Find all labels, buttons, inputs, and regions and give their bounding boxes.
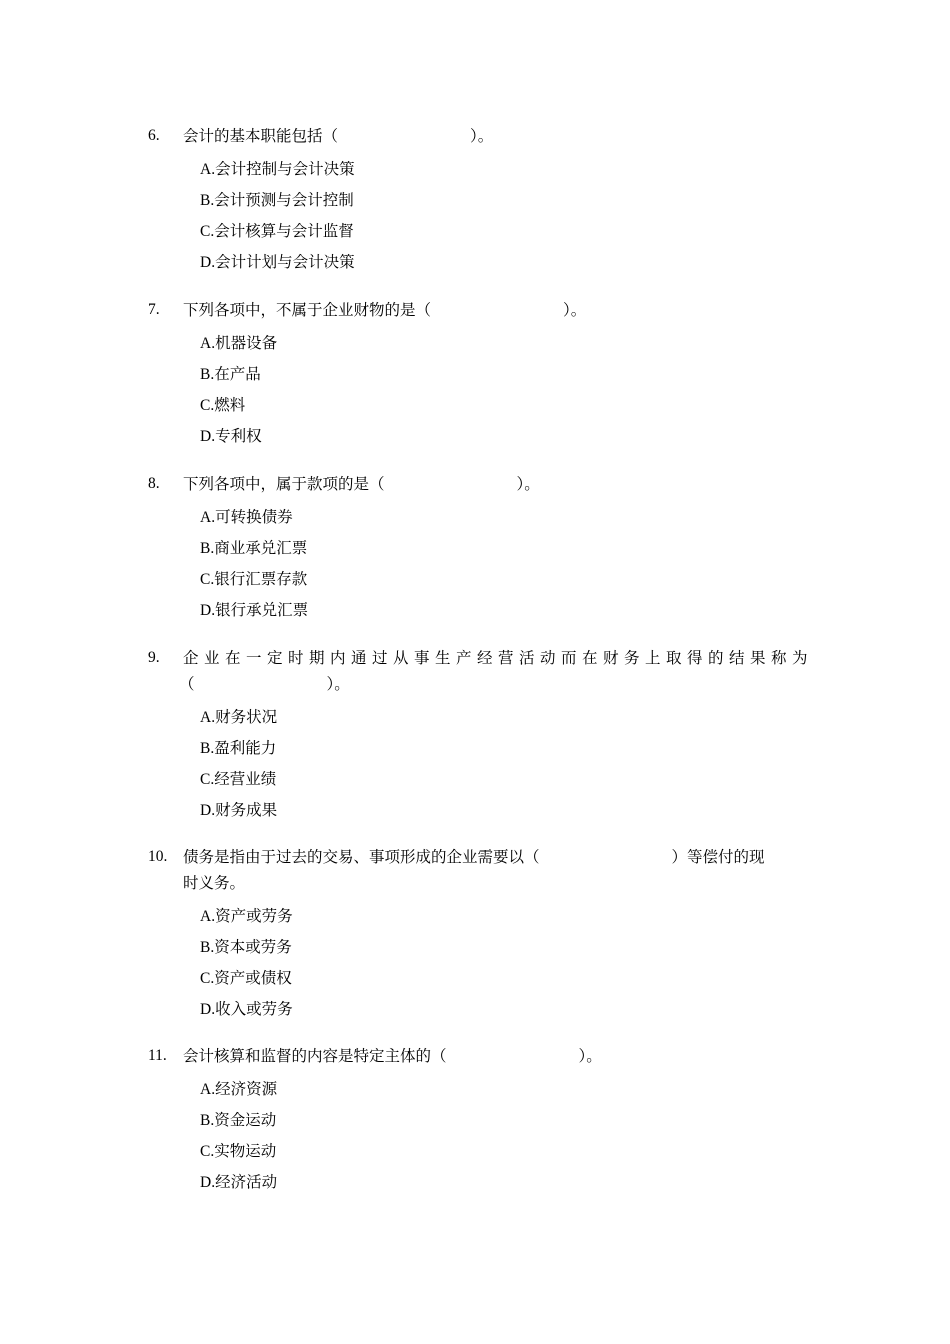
option-text: 会计计划与会计决策 (215, 253, 355, 271)
option-d (200, 421, 808, 452)
option-a (200, 502, 808, 533)
question-8 (148, 471, 808, 626)
option-letter: A. (200, 509, 216, 526)
option-letter: C. (200, 571, 215, 588)
stem-before: 会计核算和监督的内容是特定主体的（ (183, 1047, 447, 1065)
options-list (148, 901, 808, 1025)
option-a (200, 901, 808, 932)
question-10 (148, 844, 808, 1025)
question-stem (148, 297, 808, 323)
option-letter: C. (200, 223, 215, 240)
question-text (183, 297, 808, 323)
option-b (200, 185, 808, 216)
option-letter: C. (200, 1143, 215, 1160)
option-text: 会计预测与会计控制 (214, 191, 354, 209)
question-stem (148, 844, 808, 896)
option-text: 资金运动 (214, 1111, 277, 1129)
option-text: 经营业绩 (214, 770, 277, 788)
option-text: 收入或劳务 (215, 1000, 293, 1018)
option-letter: A. (200, 1081, 216, 1098)
option-text: 经济资源 (215, 1080, 278, 1098)
question-number: 9. (148, 649, 160, 666)
option-text: 盈利能力 (214, 739, 277, 757)
stem-after: ）。 (470, 127, 494, 145)
option-text: 机器设备 (215, 334, 278, 352)
option-letter: C. (200, 970, 215, 987)
option-d (200, 595, 808, 626)
option-letter: B. (200, 740, 215, 757)
option-letter: A. (200, 161, 216, 178)
option-letter: C. (200, 397, 215, 414)
stem-after: ）。 (326, 675, 350, 693)
option-b (200, 359, 808, 390)
stem-before: 下列各项中，属于款项的是（ (183, 475, 385, 493)
option-text: 商业承兑汇票 (214, 539, 308, 557)
option-text: 资产或劳务 (215, 907, 293, 925)
options-list (148, 1074, 808, 1198)
option-c (200, 564, 808, 595)
option-letter: B. (200, 366, 215, 383)
option-a (200, 154, 808, 185)
option-text: 银行汇票存款 (214, 570, 308, 588)
option-text: 实物运动 (214, 1142, 277, 1160)
option-letter: D. (200, 602, 216, 619)
question-text-line-1: 企业在一定时期内通过从事生产经营活动而在财务上取得的结果称为 (183, 649, 808, 667)
option-b (200, 1105, 808, 1136)
option-text: 可转换债券 (215, 508, 293, 526)
question-text (183, 1043, 808, 1069)
option-letter: C. (200, 771, 215, 788)
option-c (200, 963, 808, 994)
options-list (148, 154, 808, 278)
option-text: 会计控制与会计决策 (215, 160, 355, 178)
option-c (200, 390, 808, 421)
stem-before: 会计的基本职能包括（ (183, 127, 339, 145)
question-number: 6. (148, 127, 160, 144)
option-c (200, 1136, 808, 1167)
option-text: 专利权 (215, 427, 262, 445)
options-list (148, 502, 808, 626)
question-6 (148, 123, 808, 278)
question-stem (148, 645, 808, 697)
option-d (200, 247, 808, 278)
option-text: 财务状况 (215, 708, 278, 726)
question-text-line-2 (179, 671, 808, 697)
option-d (200, 795, 808, 826)
question-number: 11. (148, 1047, 167, 1064)
stem-after: ）。 (516, 475, 540, 493)
option-text: 经济活动 (215, 1173, 278, 1191)
option-c (200, 764, 808, 795)
question-text (183, 123, 808, 149)
option-letter: A. (200, 709, 216, 726)
question-number: 8. (148, 475, 160, 492)
option-d (200, 994, 808, 1025)
option-c (200, 216, 808, 247)
option-text: 资本或劳务 (214, 938, 292, 956)
question-text (183, 471, 808, 497)
question-text-line-1 (183, 844, 808, 870)
question-11 (148, 1043, 808, 1198)
option-b (200, 932, 808, 963)
question-stem (148, 1043, 808, 1069)
question-7 (148, 297, 808, 452)
option-text: 在产品 (214, 365, 261, 383)
option-text: 燃料 (214, 396, 246, 414)
option-text: 资产或债权 (214, 969, 292, 987)
option-letter: B. (200, 540, 215, 557)
stem-after: ）。 (563, 301, 587, 319)
stem-after: ）。 (578, 1047, 602, 1065)
question-9 (148, 645, 808, 826)
option-text: 银行承兑汇票 (215, 601, 309, 619)
option-text: 财务成果 (215, 801, 278, 819)
option-letter: A. (200, 335, 216, 352)
stem-before: 债务是指由于过去的交易、事项形成的企业需要以（ (183, 848, 540, 866)
question-number: 7. (148, 301, 160, 318)
option-letter: D. (200, 1174, 216, 1191)
option-letter: B. (200, 1112, 215, 1129)
option-letter: D. (200, 1001, 216, 1018)
stem-before: （ (179, 675, 195, 693)
option-letter: B. (200, 939, 215, 956)
option-b (200, 533, 808, 564)
option-letter: B. (200, 192, 215, 209)
option-letter: A. (200, 908, 216, 925)
option-a (200, 328, 808, 359)
stem-after: ）等偿付的现 (671, 848, 765, 866)
option-b (200, 733, 808, 764)
option-letter: D. (200, 428, 216, 445)
option-letter: D. (200, 254, 216, 271)
option-letter: D. (200, 802, 216, 819)
question-stem (148, 123, 808, 149)
option-d (200, 1167, 808, 1198)
option-a (200, 702, 808, 733)
question-stem (148, 471, 808, 497)
options-list (148, 328, 808, 452)
question-number: 10. (148, 848, 168, 865)
option-text: 会计核算与会计监督 (214, 222, 354, 240)
option-a (200, 1074, 808, 1105)
question-text-line-2: 时义务。 (183, 874, 246, 892)
stem-before: 下列各项中，不属于企业财物的是（ (183, 301, 432, 319)
options-list (148, 702, 808, 826)
